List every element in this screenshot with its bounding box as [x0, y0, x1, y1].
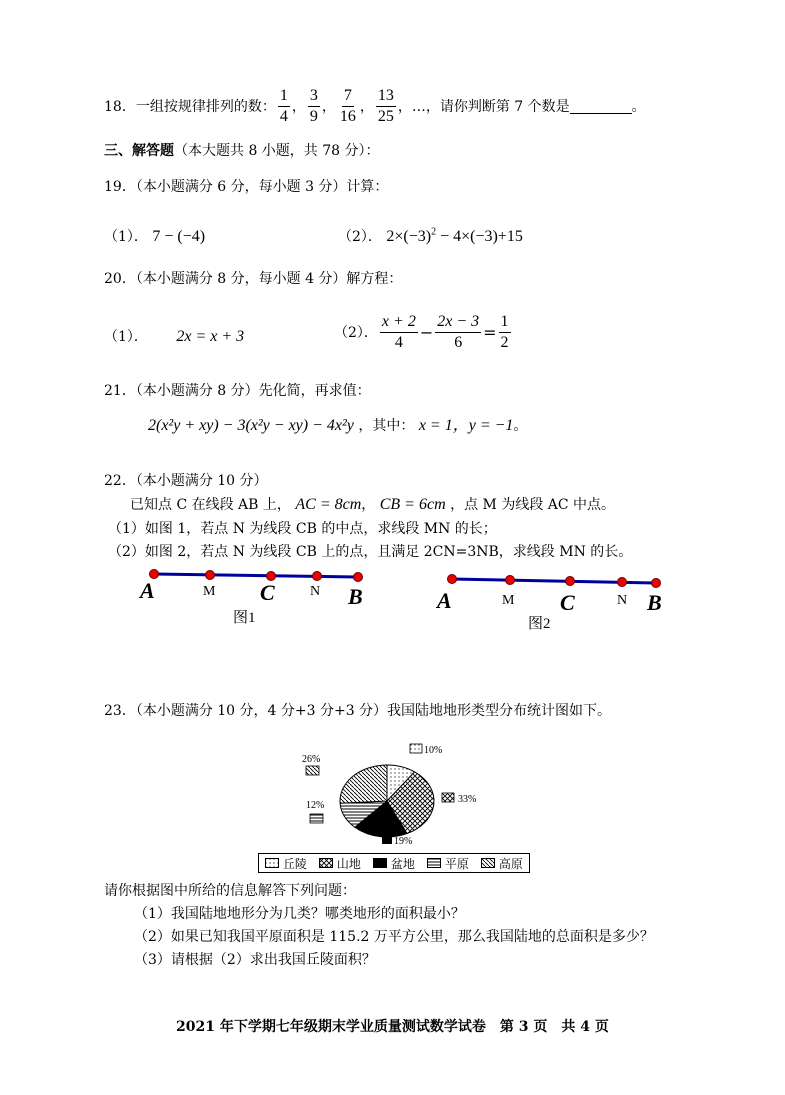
part-label: （1）．: [104, 229, 148, 245]
chart-legend: [258, 853, 530, 873]
fig2-label-a: A: [437, 588, 452, 613]
question-18: [104, 84, 646, 128]
legend-label: 平原: [444, 856, 469, 871]
operator: =: [483, 322, 497, 342]
expression: [386, 228, 522, 245]
q18-fraction-4: [376, 86, 396, 127]
q20-header: 20．（本小题满分 8 分，每小题 4 分）解方程：: [104, 271, 403, 287]
q20-part-1: [104, 326, 244, 346]
q23-part-3: （3）请根据（2）求出我国丘陵面积？: [134, 952, 376, 968]
operator: −: [419, 322, 434, 342]
separator: ，: [361, 497, 376, 513]
legend-item-mountains: [319, 855, 361, 872]
q18-end: 。: [631, 99, 646, 115]
pie-slice-plateaus: [340, 765, 387, 803]
q18-prefix: 18．一组按规律排列的数：: [104, 99, 276, 115]
numerator: 2x − 3: [435, 312, 481, 333]
given-text: 已知点 C 在线段 AB 上，: [130, 497, 291, 513]
q22-given: [130, 494, 615, 514]
fraction: [380, 312, 418, 353]
fig1-label-c: C: [260, 580, 275, 605]
slice-label-plains: 12%: [306, 800, 325, 811]
numerator: 1: [278, 86, 290, 107]
fig1-label-m: M: [203, 584, 216, 599]
given-text: ，点 M 为线段 AC 中点。: [450, 497, 616, 513]
part-label: （1）．: [104, 329, 148, 345]
pie-slices: [340, 765, 434, 837]
slice-label-plateaus: 26%: [302, 754, 321, 765]
q18-fraction-2: [308, 86, 320, 127]
section-note: （本大题共 8 小题，共 78 分）：: [174, 143, 380, 159]
condition-label: ，其中：: [358, 418, 415, 434]
given-ac: AC = 8cm: [295, 496, 362, 513]
legend-item-plains: [427, 855, 469, 872]
point-m: [206, 571, 215, 580]
q23-part-2: （2）如果已知我国平原面积是 115.2 万平方公里，那么我国陆地的总面积是多少？: [134, 929, 654, 945]
point-b: [354, 573, 363, 582]
q18-fraction-1: [278, 86, 290, 127]
q19-header: 19．（本小题满分 6 分，每小题 3 分）计算：: [104, 179, 389, 195]
segment-line: [154, 574, 358, 577]
q19-part-1: [104, 226, 205, 246]
figure-2-segment: [440, 570, 670, 596]
expr-part: 2×(−3): [386, 228, 432, 245]
fig2-label-b: B: [647, 590, 662, 615]
fraction: [499, 312, 511, 353]
fig2-label-c: C: [560, 590, 575, 615]
slice-label-basins: 19%: [394, 836, 413, 847]
legend-item-plateaus: [481, 855, 523, 872]
legend-label: 盆地: [390, 856, 415, 871]
exponent: 2: [431, 226, 437, 238]
expression: 2x = x + 3: [176, 328, 245, 345]
legend-label: 高原: [498, 856, 523, 871]
numerator: 7: [342, 86, 354, 107]
label-swatch-plateaus: [306, 766, 319, 775]
fraction: [435, 312, 481, 353]
q22-part-1: （1）如图 1，若点 N 为线段 CB 的中点，求线段 MN 的长；: [108, 521, 497, 537]
legend-swatch: [373, 858, 387, 868]
expression: 2(x²y + xy) − 3(x²y − xy) − 4x²y: [148, 417, 354, 434]
denominator: 2: [500, 333, 509, 351]
fig2-caption: 图2: [528, 616, 551, 632]
separator: ，: [291, 99, 306, 115]
q18-fraction-3: [338, 86, 358, 127]
end-mark: 。: [513, 418, 528, 434]
legend-item-basins: [373, 855, 415, 872]
given-cb: CB = 6cm: [379, 496, 446, 513]
section-title: 三、解答题: [104, 143, 174, 159]
legend-item-hills: [265, 855, 307, 872]
q23-header: 23．（本小题满分 10 分，4 分+3 分+3 分）我国陆地地形类型分布统计图如下。: [104, 703, 612, 719]
fig1-label-a: A: [140, 578, 155, 603]
q18-suffix: ，…，请你判断第 7 个数是: [397, 99, 570, 115]
legend-label: 丘陵: [282, 856, 307, 871]
label-swatch-basins: [382, 836, 392, 844]
given-values: x = 1，y = −1: [418, 417, 514, 434]
section-3-heading: [104, 140, 380, 160]
expression: 7 − (−4): [152, 228, 206, 245]
denominator: 6: [454, 333, 463, 351]
fig2-label-m: M: [502, 593, 515, 608]
denominator: 16: [339, 107, 356, 125]
denominator: 9: [309, 107, 318, 125]
label-swatch-mountains: [442, 793, 454, 802]
q23-part-1: （1）我国陆地地形分为几类？哪类地形的面积最小？: [134, 906, 465, 922]
numerator: 3: [308, 86, 320, 107]
numerator: 1: [499, 312, 511, 333]
answer-blank: [570, 99, 632, 114]
point-a: [448, 575, 457, 584]
part-label: （2）．: [338, 229, 382, 245]
point-c: [566, 577, 575, 586]
denominator: 4: [394, 333, 403, 351]
q21-header: 21．（本小题满分 8 分）先化简，再求值：: [104, 383, 371, 399]
legend-label: 山地: [336, 856, 361, 871]
point-m: [506, 576, 515, 585]
q23-intro: 请你根据图中所给的信息解答下列问题：: [104, 883, 356, 899]
fig1-label-n: N: [310, 584, 321, 599]
q22-header: 22．（本小题满分 10 分）: [104, 473, 268, 489]
label-swatch-plains: [310, 814, 323, 823]
slice-label-mountains: 33%: [458, 794, 477, 805]
legend-swatch: [427, 858, 441, 868]
q20-part-2: [334, 310, 513, 354]
fig1-label-b: B: [348, 584, 363, 609]
point-b: [652, 579, 661, 588]
denominator: 4: [279, 107, 288, 125]
legend-swatch: [265, 858, 279, 868]
q19-part-2: [338, 226, 523, 246]
label-swatch-hills: [410, 744, 422, 753]
point-n: [313, 572, 322, 581]
figure-1-segment: [140, 562, 370, 592]
part-label: （2）．: [334, 325, 378, 341]
fig1-caption: 图1: [233, 610, 256, 626]
page-footer: 2021 年下学期七年级期末学业质量测试数学试卷 第 3 页 共 4 页: [176, 1019, 609, 1035]
legend-swatch: [481, 858, 495, 868]
q22-part-2: （2）如图 2，若点 N 为线段 CB 上的点，且满足 2CN=3NB，求线段 MN 的长。: [108, 544, 633, 560]
separator: ，: [321, 99, 336, 115]
numerator: 13: [376, 86, 396, 107]
numerator: x + 2: [380, 312, 418, 333]
denominator: 25: [377, 107, 394, 125]
q21-expression: [148, 412, 527, 435]
separator: ，: [359, 99, 374, 115]
expr-part: − 4×(−3)+15: [436, 228, 523, 245]
point-n: [618, 578, 627, 587]
slice-label-hills: 10%: [424, 745, 443, 756]
fig2-label-n: N: [617, 593, 628, 608]
legend-swatch: [319, 858, 333, 868]
